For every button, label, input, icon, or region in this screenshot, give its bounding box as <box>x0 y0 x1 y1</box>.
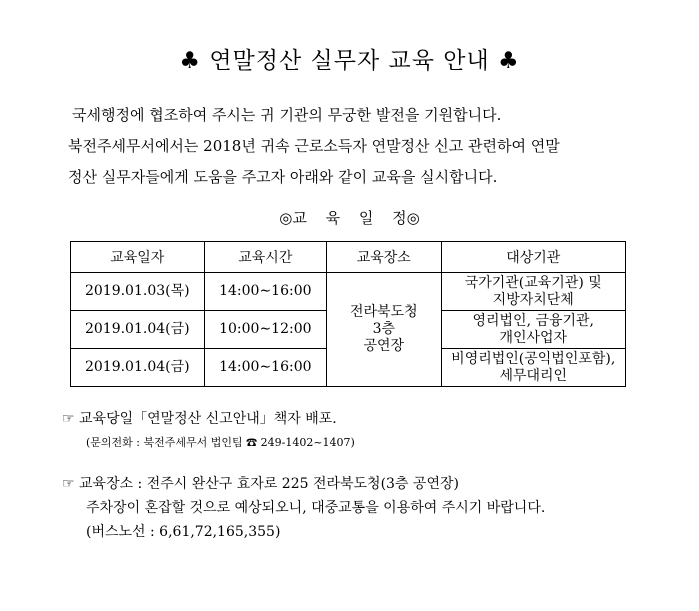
target-line: 비영리법인(공익법인포함), <box>451 350 616 367</box>
schedule-heading: ◎교 육 일 정◎ <box>279 209 420 227</box>
place-line: 공연장 <box>363 338 405 354</box>
page-title <box>0 42 699 75</box>
target-line: 세무대리인 <box>499 367 568 384</box>
intro-paragraph <box>68 100 668 193</box>
target-line: 영리법인, 금융기관, <box>472 312 595 329</box>
cell-place <box>327 273 441 387</box>
note-text: 교육당일「연말정산 신고안내」책자 배포. <box>79 411 337 427</box>
contact-phone: (문의전화 : 북전주세무서 법인팀 ☎ 249-1402~1407) <box>86 436 355 449</box>
place-line: 전라북도청 <box>349 304 418 320</box>
club-suit-icon: ♣ <box>179 48 202 74</box>
pointing-hand-icon: ☞ <box>62 411 75 427</box>
note-text: 주차장이 혼잡할 것으로 예상되오니, 대중교통을 이용하여 주시기 바랍니다. <box>86 500 546 516</box>
cell-target <box>441 349 626 387</box>
intro-line: 북전주세무서에서는 2018년 귀속 근로소득자 연말정산 신고 관련하여 연말 <box>68 137 560 155</box>
note-booklet <box>62 408 337 428</box>
bus-routes: (버스노선 : 6,61,72,165,355) <box>86 524 281 540</box>
title-text: 연말정산 실무자 교육 안내 <box>209 48 490 74</box>
cell-target <box>441 311 626 349</box>
intro-line: 국세행정에 협조하여 주시는 귀 기관의 무궁한 발전을 기원합니다. <box>72 106 502 124</box>
note-text: 교육장소 : 전주시 완산구 효자로 225 전라북도청(3층 공연장) <box>79 476 459 492</box>
pointing-hand-icon: ☞ <box>62 476 75 492</box>
cell-time: 14:00∼16:00 <box>204 273 327 311</box>
header-time: 교육시간 <box>204 242 327 273</box>
target-line: 지방자치단체 <box>492 291 574 308</box>
cell-date: 2019.01.04(금) <box>71 349 205 387</box>
place-line: 3층 <box>372 321 395 337</box>
intro-line: 정산 실무자들에게 도움을 주고자 아래와 같이 교육을 실시합니다. <box>68 168 498 186</box>
cell-time: 10:00∼12:00 <box>204 311 327 349</box>
note-location <box>62 472 545 544</box>
table-header-row <box>71 242 626 273</box>
schedule-table <box>70 241 626 387</box>
club-suit-icon: ♣ <box>497 48 520 74</box>
target-line: 국가기관(교육기관) 및 <box>464 274 602 291</box>
target-line: 개인사업자 <box>499 329 568 346</box>
header-target: 대상기관 <box>441 242 626 273</box>
cell-time: 14:00∼16:00 <box>204 349 327 387</box>
cell-date: 2019.01.04(금) <box>71 311 205 349</box>
header-place: 교육장소 <box>327 242 441 273</box>
cell-date: 2019.01.03(목) <box>71 273 205 311</box>
header-date: 교육일자 <box>71 242 205 273</box>
table-row <box>71 273 626 311</box>
cell-target <box>441 273 626 311</box>
